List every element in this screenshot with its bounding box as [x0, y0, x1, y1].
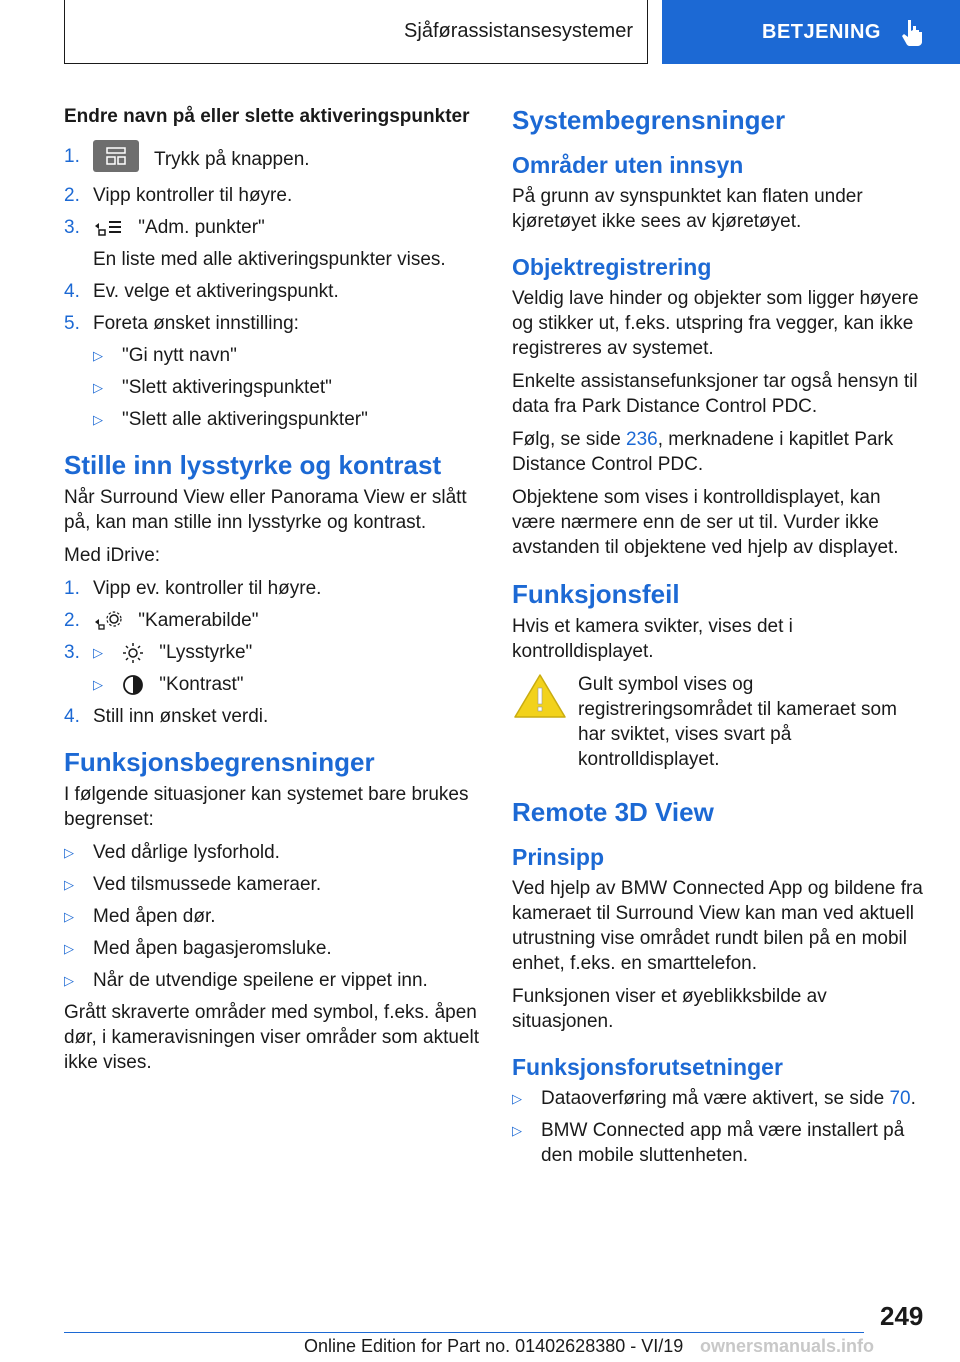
triangle-bullet-icon: ▷: [93, 412, 103, 427]
list-item: ▷ "Slett aktiveringspunktet": [93, 377, 332, 398]
manage-points-icon: [93, 218, 123, 238]
left-column: [64, 104, 480, 1083]
paragraph: I følgende situasjoner kan systemet bare brukes begrenset:: [64, 784, 469, 830]
triangle-bullet-icon: ▷: [64, 845, 74, 860]
list-item: ▷ "Gi nytt navn": [93, 345, 237, 366]
paragraph: Veldig lave hinder og objekter som ligger høyere og stikker ut, f.eks. utspring fra vegger, kan ikke registreres av systemet.: [512, 288, 919, 359]
list-item: ▷ BMW Connected app må være installert på den mobile sluttenheten.: [512, 1120, 905, 1166]
triangle-bullet-icon: ▷: [93, 380, 103, 395]
paragraph: Ved hjelp av BMW Connected App og bildene fra kameraet til Surround View kan man ved aktuell utrustning vise området rundt bilen på en mobil enhet, f.eks. en smarttelefon.: [512, 878, 923, 974]
paragraph: Med iDrive:: [64, 545, 161, 566]
subheading-rename: Endre navn på eller slette aktiveringspunkter: [64, 106, 470, 127]
list-item: 1. Trykk på knappen.: [64, 144, 480, 176]
paragraph: Følg, se side 236, merknadene i kapitlet Park Distance Control PDC.: [512, 429, 894, 475]
steps-brightness: [64, 576, 480, 729]
list-item: ▷ "Slett alle aktiveringspunkter": [93, 409, 368, 430]
heading-principle: Prinsipp: [512, 844, 605, 870]
triangle-bullet-icon: ▷: [64, 941, 74, 956]
edition-text: Online Edition for Part no. 01402628380 - VI/19: [304, 1336, 684, 1356]
heading-brightness: Stille inn lysstyrke og kontrast: [64, 450, 442, 480]
list-item: 3. ▷ "Lysstyrke": [64, 642, 253, 663]
section-header: [64, 0, 648, 64]
list-item: ▷ Med åpen dør.: [64, 906, 216, 927]
triangle-bullet-icon: ▷: [512, 1123, 522, 1138]
paragraph: Hvis et kamera svikter, vises det i kontrolldisplayet.: [512, 616, 793, 662]
steps-rename: [64, 144, 480, 432]
list-item: 5. Foreta ønsket innstilling:: [64, 313, 299, 334]
chapter-tab[interactable]: [662, 0, 960, 64]
list-item: 4. Ev. velge et aktiveringspunkt.: [64, 281, 339, 302]
paragraph: Objektene som vises i kontrolldisplayet, kan være nærmere enn de ser ut til. Vurder ikke avstanden til objektene ved hjelp av displayet.: [512, 487, 899, 558]
warning-text: Gult symbol vises og registreringsområdet til kameraet som har sviktet, vises svart på kontrolldisplayet.: [578, 674, 897, 770]
page-link[interactable]: 236: [626, 429, 658, 450]
paragraph: Når Surround View eller Panorama View er slått på, kan man stille inn lysstyrke og kontrast.: [64, 487, 467, 533]
paragraph: På grunn av synspunktet kan flaten under kjøretøyet ikke sees av kjøretøyet.: [512, 186, 863, 232]
section-title: Sjåførassistansesystemer: [404, 20, 633, 42]
list-item: ▷ Med åpen bagasjeromsluke.: [64, 938, 332, 959]
triangle-bullet-icon: ▷: [512, 1091, 522, 1106]
requirements-list: [512, 1086, 928, 1168]
heading-object-detection: Objektregistrering: [512, 254, 712, 280]
triangle-bullet-icon: ▷: [93, 348, 103, 363]
brightness-icon: [122, 642, 144, 664]
heading-system-limits: Systembegrensninger: [512, 105, 786, 135]
heading-malfunction: Funksjonsfeil: [512, 579, 680, 609]
page-number: 249: [880, 1301, 924, 1331]
watermark: ownersmanuals.info: [700, 1336, 875, 1356]
list-item: ▷ Ved tilsmussede kameraer.: [64, 874, 322, 895]
list-item: 4. Still inn ønsket verdi.: [64, 706, 269, 727]
list-item: ▷ Dataoverføring må være aktivert, se side 70.: [512, 1088, 916, 1109]
hand-pointer-icon: [901, 18, 927, 46]
triangle-bullet-icon: ▷: [64, 909, 74, 924]
triangle-bullet-icon: ▷: [64, 877, 74, 892]
list-item: 2. "Kamerabilde": [64, 610, 259, 631]
footer-divider: [64, 1332, 864, 1333]
chapter-title: BETJENING: [762, 20, 881, 43]
heading-limits: Funksjonsbegrensninger: [64, 747, 375, 777]
camera-settings-icon: [93, 610, 123, 632]
list-item: En liste med alle aktiveringspunkter vises.: [93, 249, 446, 270]
page-link[interactable]: 70: [889, 1088, 911, 1109]
contrast-icon: [122, 674, 144, 696]
triangle-bullet-icon: ▷: [93, 677, 103, 692]
list-item: 3. "Adm. punkter": [64, 217, 265, 238]
list-item: 1. Vipp ev. kontroller til høyre.: [64, 578, 322, 599]
right-column: [512, 104, 928, 1175]
paragraph: Funksjonen viser et øyeblikksbilde av situasjonen.: [512, 986, 827, 1032]
paragraph: Grått skraverte områder med symbol, f.eks. åpen dør, i kameravisningen viser områder som aktuelt ikke vises.: [64, 1002, 479, 1073]
warning-note: [512, 672, 928, 772]
heading-requirements: Funksjonsforutsetninger: [512, 1054, 783, 1080]
limits-list: [64, 840, 480, 993]
list-item: ▷ Ved dårlige lysforhold.: [64, 842, 280, 863]
paragraph: Enkelte assistansefunksjoner tar også hensyn til data fra Park Distance Control PDC.: [512, 371, 918, 417]
triangle-bullet-icon: ▷: [93, 645, 103, 660]
camera-button-icon: [93, 140, 139, 172]
list-item: ▷ Når de utvendige speilene er vippet inn.: [64, 970, 428, 991]
heading-blind-areas: Områder uten innsyn: [512, 152, 744, 178]
triangle-bullet-icon: ▷: [64, 973, 74, 988]
list-item: 2. Vipp kontroller til høyre.: [64, 185, 293, 206]
list-item: ▷ "Kontrast": [93, 674, 244, 695]
heading-remote-3d-view: Remote 3D View: [512, 797, 714, 827]
warning-triangle-icon: [512, 672, 568, 720]
